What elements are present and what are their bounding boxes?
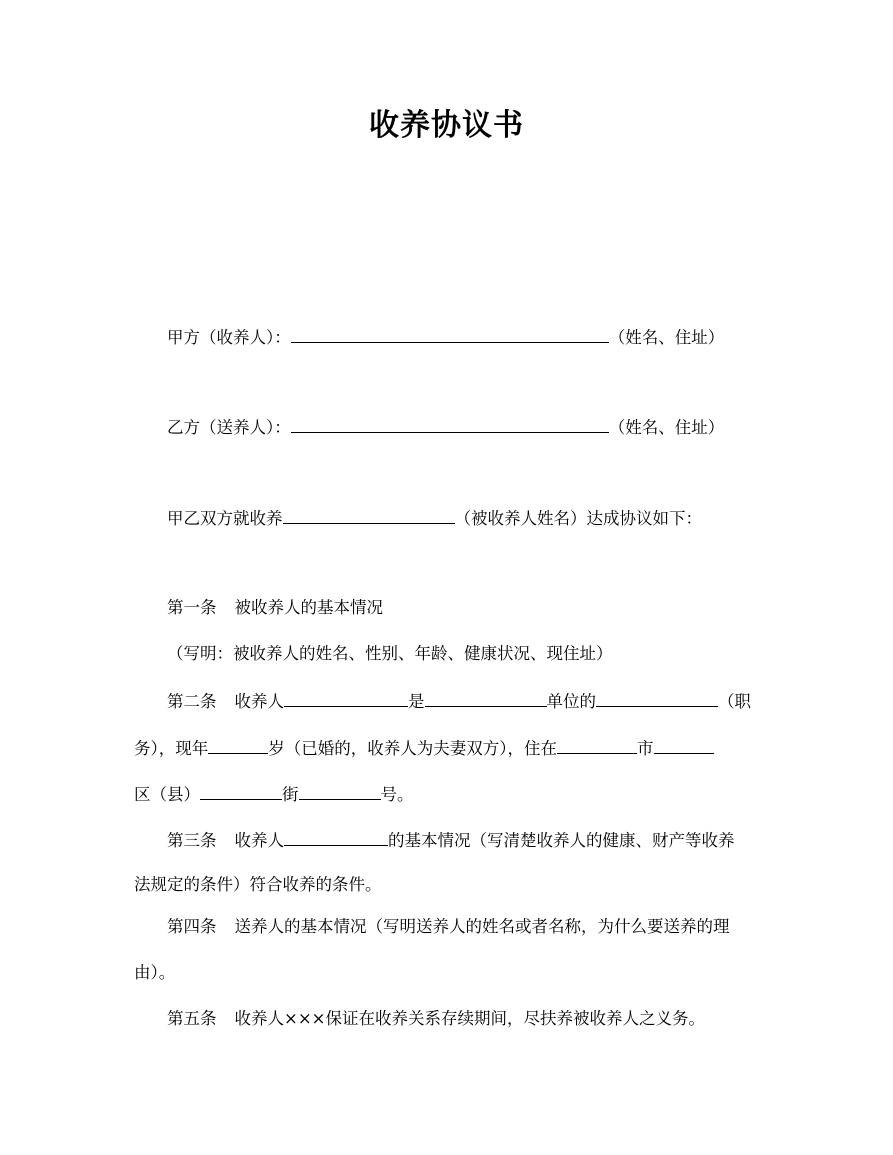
article-1-line <box>167 596 774 620</box>
article-1-title: 被收养人的基本情况 <box>234 598 383 617</box>
article-4-line-2: 由）。 <box>134 963 176 982</box>
article-2-text-g: 市 <box>637 739 654 758</box>
article-2-text-e: 务），现年 <box>134 739 209 758</box>
article-3-text-a: 收养人 <box>234 831 284 850</box>
article-3-text-b: 的基本情况（写清楚收养人的健康、财产等收养 <box>388 831 735 850</box>
article-4-text: 送养人的基本情况（写明送养人的姓名或者名称，为什么要送养的理 <box>234 917 730 936</box>
street-blank[interactable] <box>299 781 381 800</box>
article-2-text-h: 区（县） <box>134 785 200 804</box>
article-2-line-3 <box>134 781 774 805</box>
district-blank[interactable] <box>654 735 714 754</box>
article-2-text-i: 街 <box>282 785 299 804</box>
article-1-heading: 第一条 <box>167 598 217 617</box>
article-5-line-1 <box>167 1007 774 1031</box>
article-2-line-2 <box>134 735 774 759</box>
intro-prefix: 甲乙双方就收养 <box>167 509 283 528</box>
intro-suffix: （被收养人姓名）达成协议如下： <box>454 509 702 528</box>
party-b-label: 乙方（送养人）： <box>167 418 291 437</box>
article-2-line-1 <box>167 688 774 712</box>
article-2-heading: 第二条 <box>167 692 217 711</box>
county-blank[interactable] <box>200 781 282 800</box>
article-4-line-1 <box>167 915 774 939</box>
article-2-text-j: 号。 <box>380 785 414 804</box>
article-2-text-b: 是 <box>408 692 425 711</box>
party-a-label: 甲方（收养人）： <box>167 328 291 347</box>
adopter-name-blank[interactable] <box>284 688 408 707</box>
article-2-text-a: 收养人 <box>234 692 284 711</box>
document-title: 收养协议书 <box>369 108 524 143</box>
article-1-note: （写明：被收养人的姓名、性别、年龄、健康状况、现住址） <box>167 644 613 663</box>
position-blank[interactable] <box>596 688 718 707</box>
party-b-note: （姓名、住址） <box>608 418 725 437</box>
article-2-text-d: （职 <box>718 692 751 711</box>
article-4-heading: 第四条 <box>167 917 217 936</box>
age-blank[interactable] <box>208 735 268 754</box>
party-b-line <box>167 414 774 438</box>
article-3-line-1 <box>167 827 774 851</box>
party-a-blank[interactable] <box>291 324 609 343</box>
article-2-text-c: 单位的 <box>546 692 596 711</box>
article-5-text: 收养人×××保证在收养关系存续期间，尽扶养被收养人之义务。 <box>234 1009 705 1028</box>
article-2-text-f: 岁（已婚的，收养人为夫妻双方），住在 <box>268 739 557 758</box>
intro-line <box>167 505 774 529</box>
article-3-line-2: 法规定的条件）符合收养的条件。 <box>134 875 382 894</box>
party-a-note: （姓名、住址） <box>608 328 725 347</box>
party-b-blank[interactable] <box>291 414 609 433</box>
article-5-heading: 第五条 <box>167 1009 217 1028</box>
city-blank[interactable] <box>557 735 637 754</box>
party-a-line <box>167 324 774 348</box>
employer-blank[interactable] <box>425 688 547 707</box>
article-3-heading: 第三条 <box>167 831 217 850</box>
adoptee-name-blank[interactable] <box>283 505 455 524</box>
article-3-adopter-blank[interactable] <box>284 827 388 846</box>
